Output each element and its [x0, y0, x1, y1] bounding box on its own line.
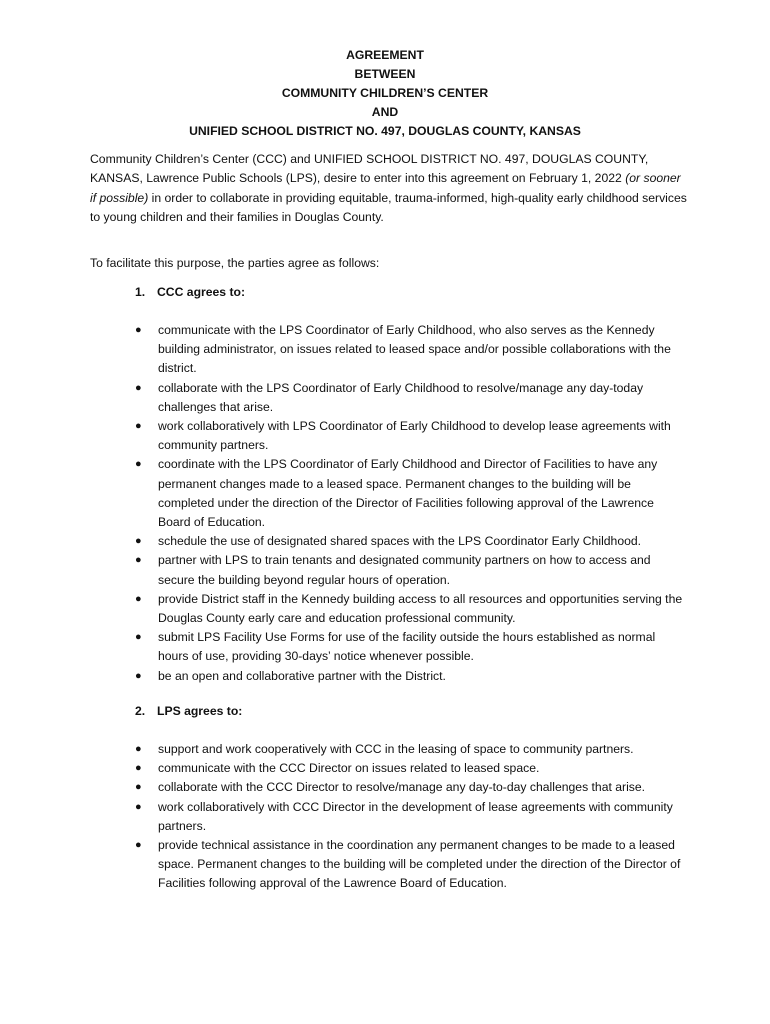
section-heading-ccc	[135, 283, 245, 302]
bullet-icon: ●	[135, 458, 142, 471]
list-item	[135, 379, 683, 417]
bullet-icon: ●	[135, 800, 142, 813]
list-item-text: be an open and collaborative partner with the District.	[158, 668, 446, 683]
title-line: BETWEEN	[354, 67, 416, 81]
title-line: COMMUNITY CHILDREN’S CENTER	[281, 86, 489, 100]
bullet-icon: ●	[135, 381, 142, 394]
list-item	[135, 455, 683, 532]
list-item-text: collaborate with the LPS Coordinator of Early Childhood to resolve/manage any day-today challenges that arise.	[158, 380, 644, 414]
list-item	[135, 417, 683, 455]
list-item-text: communicate with the LPS Coordinator of Early Childhood, who also serves as the Kennedy building administrator, on issues related to leased space and/or possible collaborations with the district.	[158, 323, 671, 376]
bullet-icon: ●	[135, 762, 142, 775]
section-number: 2.	[135, 704, 146, 718]
bullet-icon: ●	[135, 839, 142, 852]
bullet-icon: ●	[135, 592, 142, 605]
bullet-icon: ●	[135, 669, 142, 682]
title-line: UNIFIED SCHOOL DISTRICT NO. 497, DOUGLAS COUNTY, KANSAS	[189, 124, 581, 138]
facilitate-paragraph: To facilitate this purpose, the parties agree as follows:	[90, 256, 380, 270]
list-item-text: schedule the use of designated shared spaces with the LPS Coordinator Early Childhood.	[158, 534, 642, 549]
list-item	[135, 551, 683, 589]
list-item	[135, 532, 683, 551]
lps-obligations-list	[135, 740, 683, 894]
section-heading-lps	[135, 702, 242, 721]
list-item-text: submit LPS Facility Use Forms for use of the facility outside the hours established as normal hours of use, providing 30-days’ notice whenever possible.	[158, 630, 656, 664]
intro-paragraph	[90, 150, 690, 228]
section-heading-text: LPS agrees to:	[157, 704, 243, 718]
list-item	[135, 778, 683, 797]
list-item-text: collaborate with the CCC Director to resolve/manage any day-to-day challenges that arise.	[158, 780, 646, 795]
list-item-text: partner with LPS to train tenants and designated community partners on how to access and secure the building beyond regular hours of operation.	[158, 553, 651, 587]
list-item	[135, 321, 683, 379]
bullet-icon: ●	[135, 324, 142, 336]
list-item-text: work collaboratively with LPS Coordinator of Early Childhood to develop lease agreements with community partners.	[158, 419, 671, 453]
list-item-text: communicate with the CCC Director on issues related to leased space.	[158, 761, 540, 776]
title-line: AGREEMENT	[346, 48, 424, 62]
list-item-text: coordinate with the LPS Coordinator of Early Childhood and Director of Facilities to have any permanent changes made to a leased space. Permanent changes to the building will be completed under the direction of the Director of Facilities following approval of the Lawrence Board of Education.	[158, 457, 658, 530]
list-item-text: work collaboratively with CCC Director in the development of lease agreements with community partners.	[158, 799, 673, 833]
bullet-icon: ●	[135, 554, 142, 567]
list-item	[135, 836, 683, 894]
section-number: 1.	[135, 285, 146, 299]
list-item	[135, 667, 683, 686]
list-item	[135, 798, 683, 836]
bullet-icon: ●	[135, 535, 142, 548]
bullet-icon: ●	[135, 743, 142, 755]
intro-text: in order to collaborate in providing equitable, trauma-informed, high-quality early childhood services to young children and their families in Douglas County.	[90, 190, 687, 225]
bullet-icon: ●	[135, 420, 142, 433]
list-item	[135, 759, 683, 778]
list-item-text: support and work cooperatively with CCC in the leasing of space to community partners.	[158, 742, 634, 756]
ccc-obligations-list	[135, 321, 683, 686]
bullet-icon: ●	[135, 781, 142, 794]
title-line: AND	[371, 105, 399, 119]
list-item	[135, 740, 683, 759]
section-heading-text: CCC agrees to:	[157, 285, 246, 299]
list-item	[135, 628, 683, 666]
intro-text: Community Children’s Center (CCC) and UNIFIED SCHOOL DISTRICT NO. 497, DOUGLAS COUNTY, KANSAS, Lawrence Public Schools (LPS), desire to enter into this agreement on February 1, 2022	[90, 152, 649, 186]
bullet-icon: ●	[135, 631, 142, 644]
list-item	[135, 590, 683, 628]
list-item-text: provide technical assistance in the coordination any permanent changes to be made to a leased space. Permanent changes to the building will be completed under the direction of the Director of Facilities following approval of the Lawrence Board of Education.	[158, 838, 681, 891]
list-item-text: provide District staff in the Kennedy building access to all resources and opportunities serving the Douglas County early care and education professional community.	[158, 591, 683, 626]
agreement-title	[0, 46, 770, 141]
intro-italic-text: (or sooner if possible)	[90, 171, 681, 205]
